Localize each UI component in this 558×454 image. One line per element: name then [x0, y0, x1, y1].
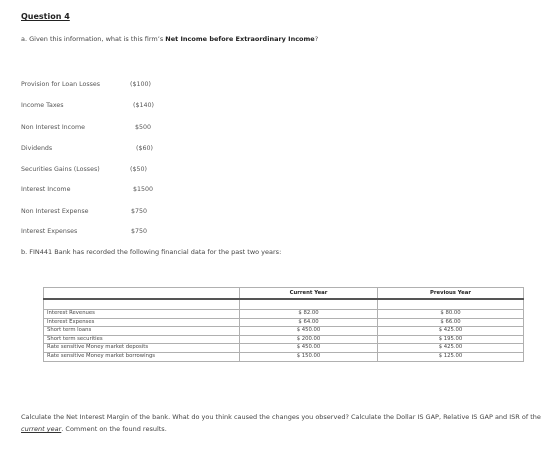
row-label: Short term securities [44, 335, 240, 344]
question-heading: Question 4 [21, 12, 70, 21]
row-previous: $ 66.00 [378, 318, 524, 327]
table-row [44, 327, 524, 336]
row-previous: $ 195.00 [378, 335, 524, 344]
financial-data-table [43, 287, 524, 362]
footer-prefix: Calculate the Net Interest Margin of the bank. What do you think caused the changes you observed? Calculate the Dollar IS GAP, Relative IS GAP and ISR of the [21, 413, 541, 421]
item-value-non-interest-income: $500 [135, 124, 152, 131]
footer-suffix: . Comment on the found results. [61, 425, 167, 433]
table-row [44, 344, 524, 353]
table-row [44, 318, 524, 327]
part-a-bold: Net Income before Extraordinary Income [165, 35, 315, 43]
part-b-question: b. FIN441 Bank has recorded the following financial data for the past two years: [21, 248, 282, 256]
part-a-prefix: a. Given this information, what is this firm’s [21, 35, 166, 43]
row-current: $ 64.00 [240, 318, 378, 327]
row-current: $ 82.00 [240, 310, 378, 319]
item-label-income-taxes: Income Taxes [21, 102, 64, 109]
item-label-securities-gains: Securities Gains (Losses) [21, 166, 100, 173]
item-value-securities-gains: ($50) [130, 166, 147, 173]
part-a-suffix: ? [314, 35, 319, 43]
row-label: Rate sensitive Money market deposits [44, 344, 240, 353]
item-value-income-taxes: ($140) [133, 102, 154, 109]
row-previous: $ 125.00 [378, 352, 524, 361]
row-previous: $ 425.00 [378, 344, 524, 353]
item-value-interest-expenses: $750 [131, 228, 148, 235]
header-blank [44, 288, 240, 300]
row-current: $ 450.00 [240, 327, 378, 336]
item-label-provision: Provision for Loan Losses [21, 81, 101, 88]
table-row [44, 335, 524, 344]
row-current: $ 150.00 [240, 352, 378, 361]
row-label: Interest Revenues [44, 310, 240, 319]
item-value-interest-income: $1500 [133, 186, 154, 193]
part-a-question [21, 35, 318, 43]
table-row [44, 352, 524, 361]
row-label: Short term loans [44, 327, 240, 336]
item-value-non-interest-expense: $750 [131, 208, 148, 215]
footer-instructions [21, 411, 541, 435]
item-value-provision: ($100) [130, 81, 151, 88]
item-label-non-interest-expense: Non Interest Expense [21, 208, 89, 215]
item-label-dividends: Dividends [21, 145, 53, 152]
table-spacer-row [44, 299, 524, 310]
row-previous: $ 425.00 [378, 327, 524, 336]
row-previous: $ 80.00 [378, 310, 524, 319]
row-current: $ 200.00 [240, 335, 378, 344]
row-current: $ 450.00 [240, 344, 378, 353]
item-value-dividends: ($60) [136, 145, 153, 152]
item-label-non-interest-income: Non Interest Income [21, 124, 85, 131]
item-label-interest-expenses: Interest Expenses [21, 228, 78, 235]
row-label: Rate sensitive Money market borrowings [44, 352, 240, 361]
table-header-row [44, 288, 524, 300]
row-label: Interest Expenses [44, 318, 240, 327]
header-previous-year: Previous Year [378, 288, 524, 300]
header-current-year: Current Year [240, 288, 378, 300]
table-row [44, 310, 524, 319]
footer-underlined: current year [21, 425, 62, 433]
item-label-interest-income: Interest Income [21, 186, 71, 193]
